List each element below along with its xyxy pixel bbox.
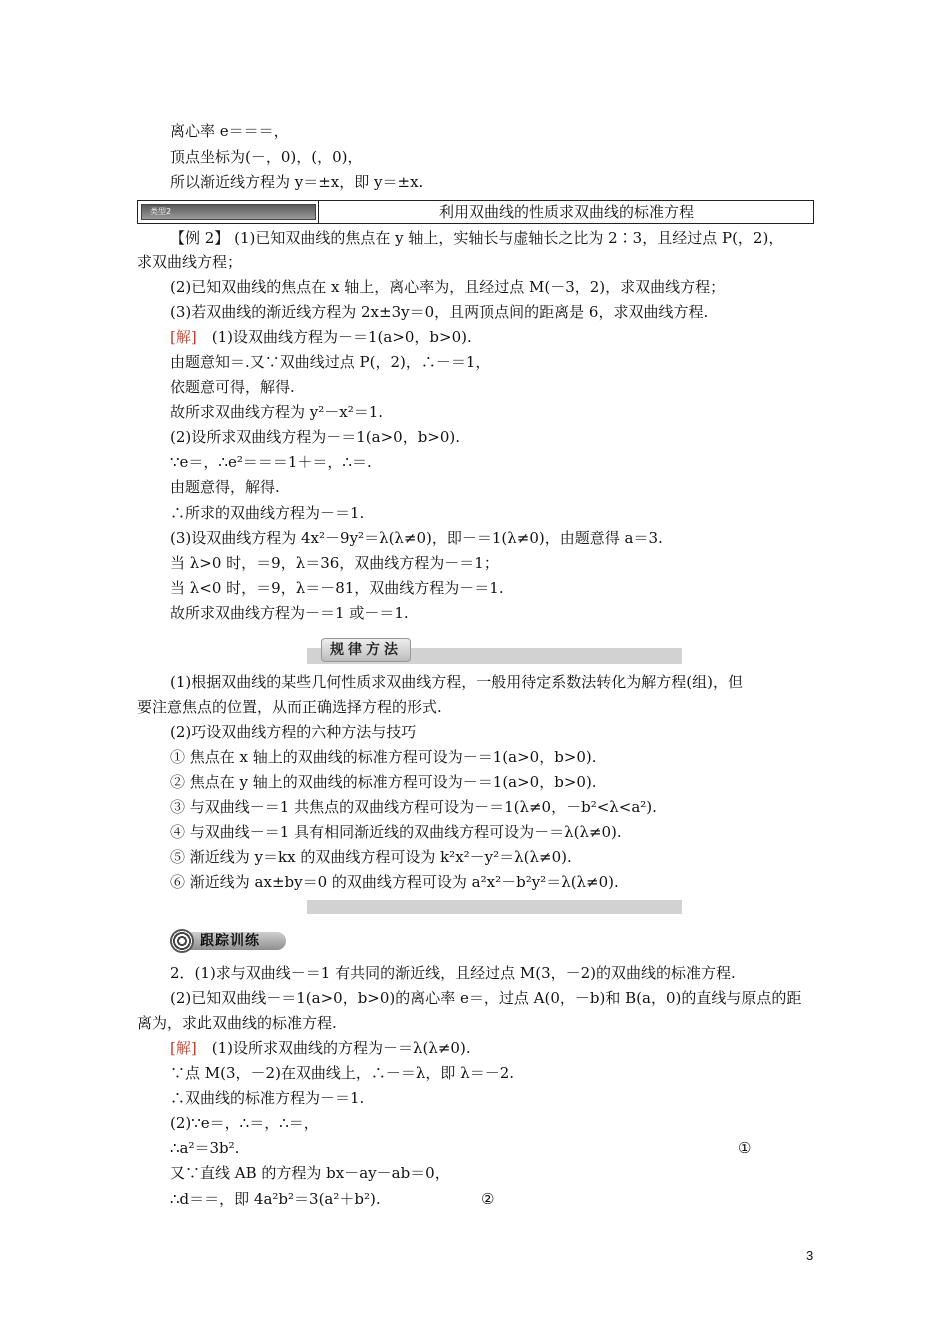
solution-tag: [解] <box>170 1039 197 1057</box>
topic-tag-label: 类型2 <box>150 207 172 216</box>
target-icon <box>170 929 194 953</box>
list-item: ⑥ 渐近线为 ax±by＝0 的双曲线方程可设为 a²x²－b²y²＝λ(λ≠0). <box>170 873 619 891</box>
topic-title: 利用双曲线的性质求双曲线的标准方程 <box>318 201 814 223</box>
text-line: (1)根据双曲线的某些几何性质求双曲线方程，一般用待定系数法转化为解方程(组)，但 <box>170 673 743 691</box>
text-line: 要注意焦点的位置，从而正确选择方程的形式. <box>137 698 442 716</box>
example-question-2: (2)已知双曲线的焦点在 x 轴上，离心率为，且经过点 M(－3，2)，求双曲线方程； <box>170 278 726 296</box>
list-item: ① 焦点在 x 轴上的双曲线的标准方程可设为－＝1(a>0，b>0). <box>170 748 597 766</box>
text-line: 顶点坐标为(－，0)，(，0)， <box>170 148 363 166</box>
text-line: ∵点 M(3，－2)在双曲线上，∴－＝λ，即 λ＝－2. <box>170 1064 515 1082</box>
list-item: ③ 与双曲线－＝1 共焦点的双曲线方程可设为－＝1(λ≠0，－b²<λ<a²). <box>170 798 657 816</box>
list-item: ⑤ 渐近线为 y＝kx 的双曲线方程可设为 k²x²－y²＝λ(λ≠0). <box>170 848 572 866</box>
text-line: ∴d＝＝，即 4a²b²＝3(a²＋b²). <box>170 1190 381 1208</box>
text-line: 故所求双曲线方程为 y²－x²＝1. <box>170 403 384 421</box>
practice-solution-first-line: [解] (1)设所求双曲线的方程为－＝λ(λ≠0). <box>170 1039 471 1057</box>
text-line: 依题意可得，解得. <box>170 378 295 396</box>
topic-header <box>137 200 814 224</box>
text-line: 离为，求此双曲线的标准方程. <box>137 1014 337 1032</box>
text-line: 离心率 e＝＝＝， <box>170 122 289 140</box>
text-line: (2)巧设双曲线方程的六种方法与技巧 <box>170 723 417 741</box>
text-line: ∵e＝，∴e²＝＝＝1＋＝，∴＝. <box>170 453 372 471</box>
list-item: ④ 与双曲线－＝1 具有相同渐近线的双曲线方程可设为－＝λ(λ≠0). <box>170 823 622 841</box>
practice-question-2: (2)已知双曲线－＝1(a>0，b>0)的离心率 e＝，过点 A(0，－b)和 B(a，0)的直线与原点的距 <box>170 989 802 1007</box>
example-label: 【例 2】 <box>170 229 230 247</box>
text-line: ∴a²＝3b². <box>170 1139 240 1157</box>
text-line: 当 λ<0 时，＝9，λ＝－81，双曲线方程为－＝1. <box>170 579 504 597</box>
solution-tag: [解] <box>170 328 197 346</box>
practice-question-1: 2．(1)求与双曲线－＝1 有共同的渐近线，且经过点 M(3，－2)的双曲线的标准方程. <box>170 964 736 982</box>
page-number: 3 <box>806 1248 814 1263</box>
practice-heading-label: 跟踪训练 <box>200 933 260 949</box>
text-line: 由题意得，解得. <box>170 478 280 496</box>
text-line: 求双曲线方程； <box>137 253 243 271</box>
text-line: ∴所求的双曲线方程为－＝1. <box>170 504 365 522</box>
method-heading: 规律方法 <box>321 638 411 662</box>
practice-heading <box>170 929 286 953</box>
text-line: ∴双曲线的标准方程为－＝1. <box>170 1089 365 1107</box>
topic-tag <box>141 204 316 220</box>
section-divider <box>307 900 682 914</box>
example-question-1: 【例 2】 (1)已知双曲线的焦点在 y 轴上，实轴长与虚轴长之比为 2∶3，且经过点 P(，2)， <box>170 229 784 247</box>
text-line: 所以渐近线方程为 y＝±x，即 y＝±x. <box>170 173 424 191</box>
solution-first-line: [解] (1)设双曲线方程为－＝1(a>0，b>0). <box>170 328 472 346</box>
list-item: ② 焦点在 y 轴上的双曲线的标准方程可设为－＝1(a>0，b>0). <box>170 773 597 791</box>
text-line: 又∵直线 AB 的方程为 bx－ay－ab＝0， <box>170 1164 450 1182</box>
example-question-3: (3)若双曲线的渐近线方程为 2x±3y＝0，且两顶点间的距离是 6，求双曲线方程. <box>170 303 709 321</box>
text-line: 由题意知＝.又∵双曲线过点 P(，2)，∴－＝1， <box>170 353 491 371</box>
text-line: (2)设所求双曲线方程为－＝1(a>0，b>0). <box>170 428 461 446</box>
text-line: (3)设双曲线方程为 4x²－9y²＝λ(λ≠0)，即－＝1(λ≠0)，由题意得 a＝3. <box>170 529 663 547</box>
text-line: 当 λ>0 时，＝9，λ＝36，双曲线方程为－＝1； <box>170 554 499 572</box>
text-line: 故所求双曲线方程为－＝1 或－＝1. <box>170 604 409 622</box>
equation-marker: ① <box>738 1139 752 1157</box>
text-line: (2)∵e＝，∴＝，∴＝， <box>170 1114 319 1132</box>
equation-marker: ② <box>481 1190 495 1208</box>
